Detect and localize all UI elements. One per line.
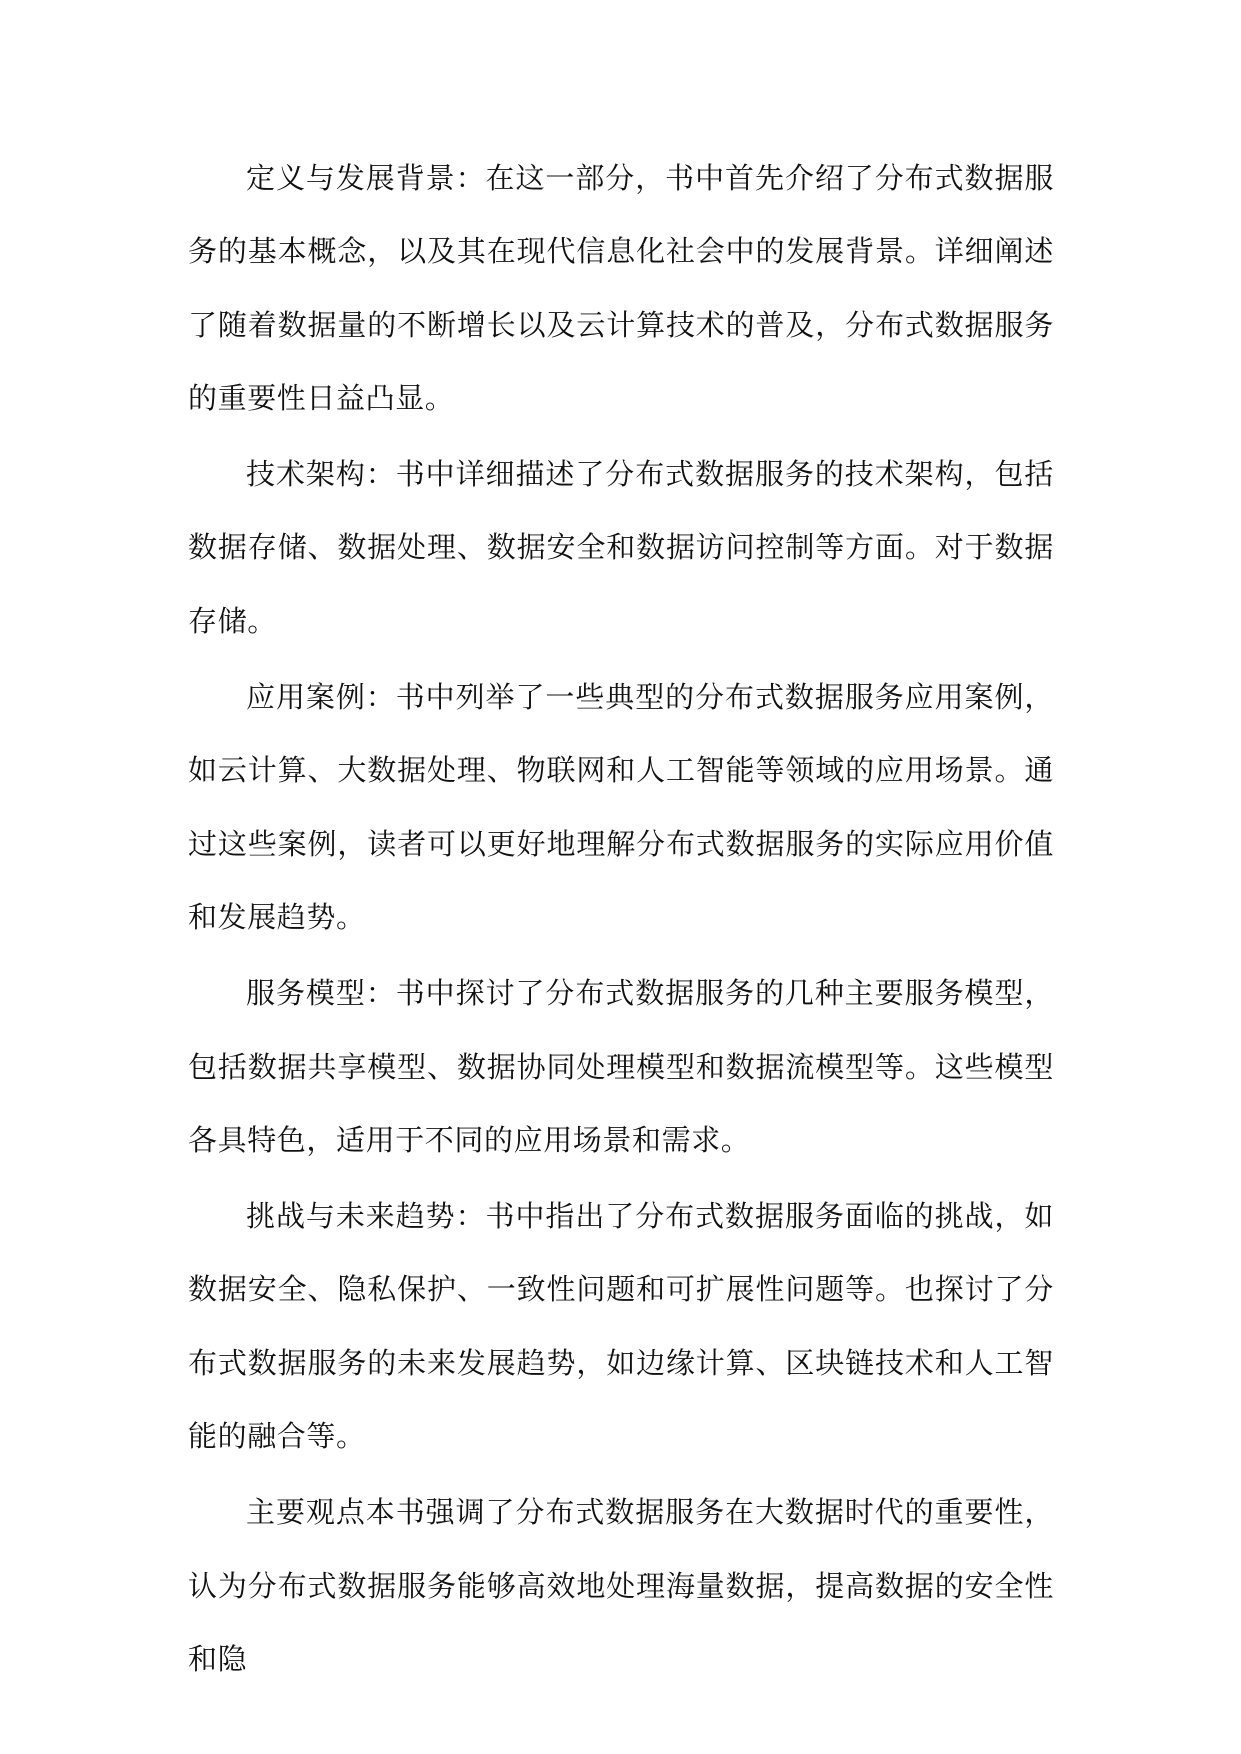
paragraph-main-viewpoints: 主要观点本书强调了分布式数据服务在大数据时代的重要性，认为分布式数据服务能够高效地处理海量数据，提高数据的安全性和隐 — [188, 1495, 1054, 1676]
paragraph-technical-architecture: 技术架构：书中详细描述了分布式数据服务的技术架构，包括数据存储、数据处理、数据安全和数据访问控制等方面。对于数据存储。 — [188, 457, 1054, 638]
document-body — [188, 142, 1054, 1699]
paragraph-application-cases: 应用案例：书中列举了一些典型的分布式数据服务应用案例，如云计算、大数据处理、物联网和人工智能等领域的应用场景。通过这些案例，读者可以更好地理解分布式数据服务的实际应用价值和发展趋势。 — [188, 680, 1054, 934]
paragraph-definition-background: 定义与发展背景：在这一部分，书中首先介绍了分布式数据服务的基本概念，以及其在现代信息化社会中的发展背景。详细阐述了随着数据量的不断增长以及云计算技术的普及，分布式数据服务的重要性日益凸显。 — [188, 161, 1054, 415]
paragraph-service-models: 服务模型：书中探讨了分布式数据服务的几种主要服务模型，包括数据共享模型、数据协同处理模型和数据流模型等。这些模型各具特色，适用于不同的应用场景和需求。 — [188, 976, 1054, 1157]
paragraph-challenges-trends: 挑战与未来趋势：书中指出了分布式数据服务面临的挑战，如数据安全、隐私保护、一致性问题和可扩展性问题等。也探讨了分布式数据服务的未来发展趋势，如边缘计算、区块链技术和人工智能的融合等。 — [188, 1199, 1054, 1454]
